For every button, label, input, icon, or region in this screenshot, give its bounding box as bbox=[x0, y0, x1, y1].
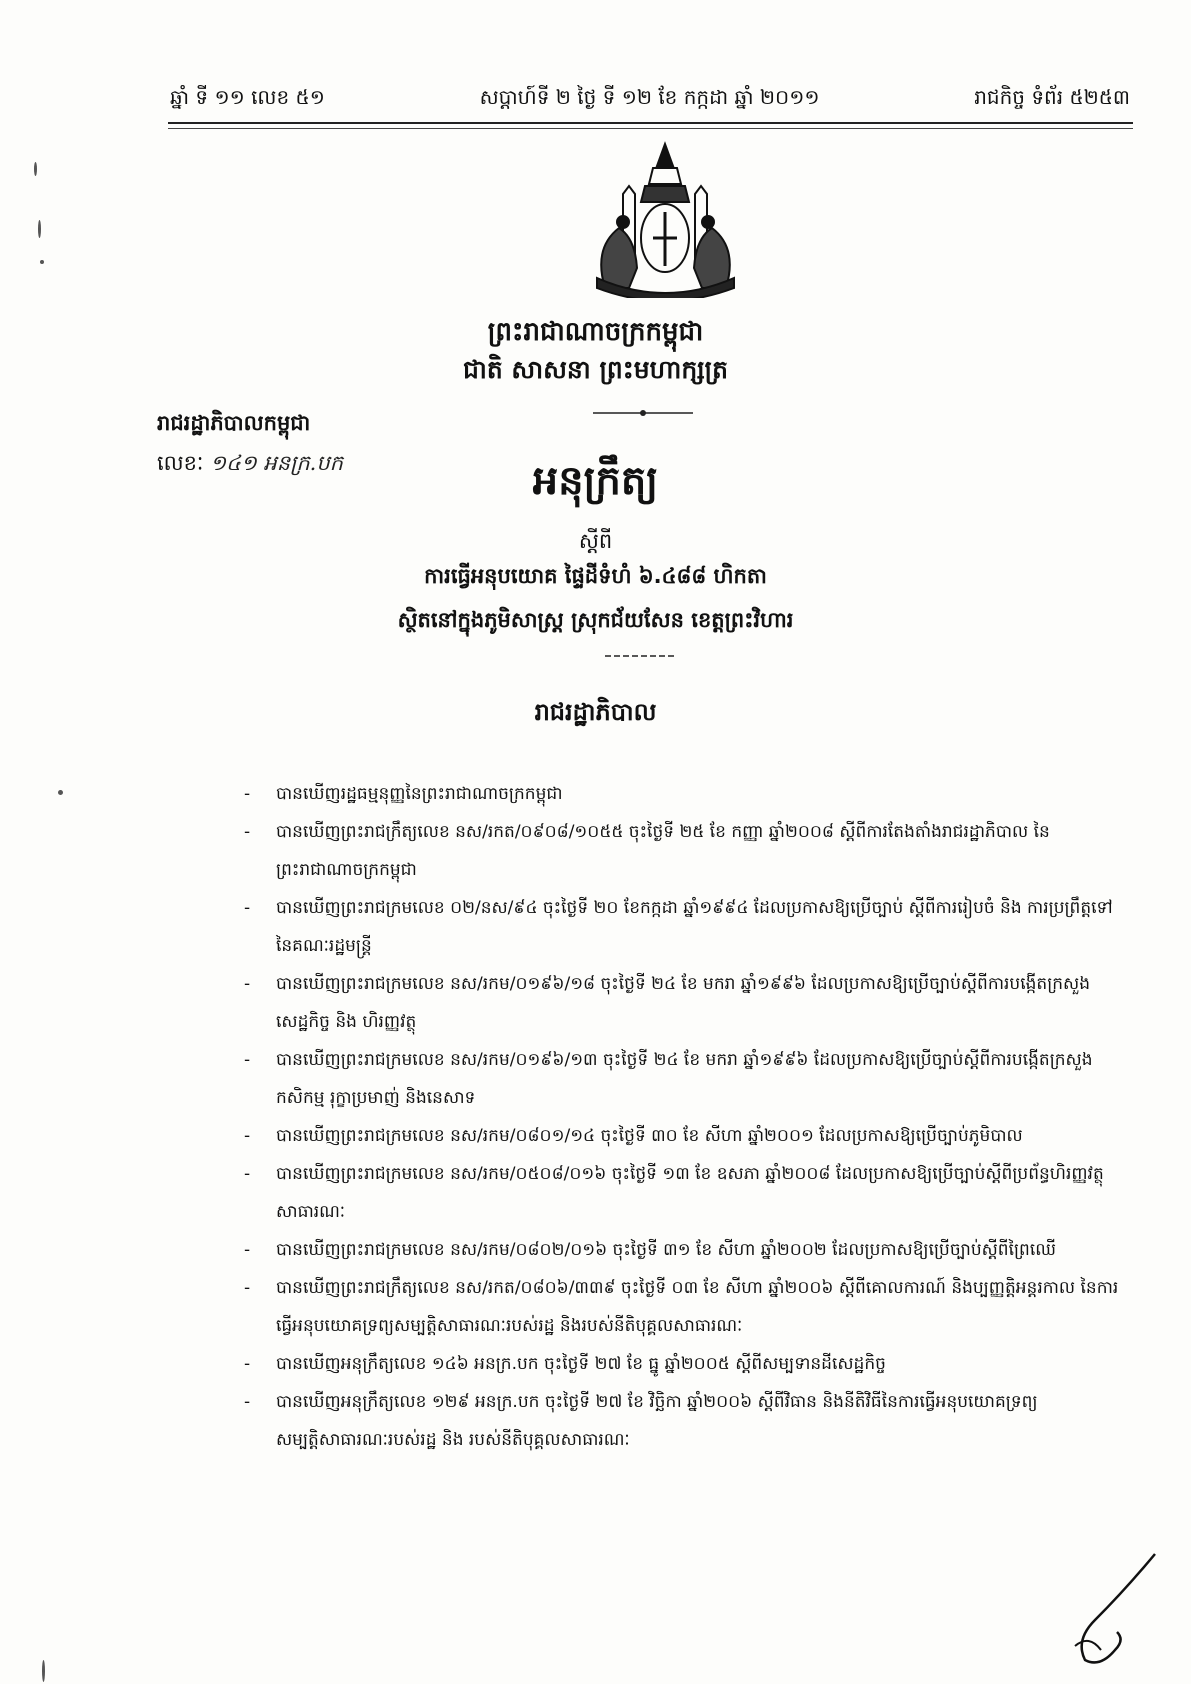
clause-item: - បានឃើញព្រះរាជក្រមលេខ ០២/នស/៩៤ ចុះថ្ងៃទី ២០ ខែកក្កដា ឆ្នាំ១៩៩៤ ដែលប្រកាសឱ្យប្រើច្បាប់ ស្តីពីការរៀបចំ និង ការប្រព្រឹត្តទៅនៃគណៈរដ្ឋមន្ត្រី bbox=[252, 889, 1122, 965]
clause-item: - បានឃើញព្រះរាជក្រឹត្យលេខ នស/រកត/០៨០៦/៣៣៩ ចុះថ្ងៃទី ០៣ ខែ សីហា ឆ្នាំ២០០៦ ស្តីពីគោលការណ៍ និងប្បញ្ញត្តិអន្តរកាល នៃការធ្វើអនុបយោគទ្រព្យសម្បត្តិសាធារណៈរបស់រដ្ឋ និងរបស់នីតិបុគ្គលសាធារណៈ bbox=[252, 1269, 1122, 1345]
divider-ornament-icon bbox=[593, 408, 693, 418]
kingdom-title: ព្រះរាជាណាចក្រកម្ពុជា bbox=[487, 317, 704, 347]
royal-coat-of-arms-icon bbox=[583, 138, 748, 298]
clause-item: - បានឃើញអនុក្រឹត្យលេខ ១២៩ អនក្រ.បក ចុះថ្ងៃទី ២៧ ខែ វិច្ឆិកា ឆ្នាំ២០០៦ ស្តីពីវិធាន និងនីតិវិធីនៃការធ្វើអនុបយោគទ្រព្យសម្បត្តិសាធារណៈរបស់រដ្ឋ និង របស់នីតិបុគ្គលសាធារណៈ bbox=[252, 1383, 1122, 1459]
clause-item: - បានឃើញព្រះរាជក្រមលេខ នស/រកម/០១៩៦/១៣ ចុះថ្ងៃទី ២៤ ខែ មករា ឆ្នាំ១៩៩៦ ដែលប្រកាសឱ្យប្រើច្បាប់ស្តីពីការបង្កើតក្រសួងកសិកម្ម រុក្ខាប្រមាញ់ និងនេសាទ bbox=[252, 1041, 1122, 1117]
preamble-clauses bbox=[252, 775, 1122, 1459]
clause-item: - បានឃើញព្រះរាជក្រឹត្យលេខ នស/រកត/០៩០៨/១០៥៥ ចុះថ្ងៃទី ២៥ ខែ កញ្ញា ឆ្នាំ២០០៨ ស្តីពីការតែងតាំងរាជរដ្ឋាភិបាល នៃព្រះរាជាណាចក្រកម្ពុជា bbox=[252, 813, 1122, 889]
clause-item: - បានឃើញរដ្ឋធម្មនុញ្ញនៃព្រះរាជាណាចក្រកម្ពុជា bbox=[252, 775, 1122, 813]
handwritten-initial-signature bbox=[1055, 1550, 1165, 1670]
document-number-label: លេខៈ bbox=[157, 451, 204, 475]
clause-item: - បានឃើញព្រះរាជក្រមលេខ នស/រកម/០៥០៨/០១៦ ចុះថ្ងៃទី ១៣ ខែ ឧសភា ឆ្នាំ២០០៨ ដែលប្រកាសឱ្យប្រើច្បាប់ស្តីពីប្រព័ន្ធហិរញ្ញវត្ថុ សាធារណៈ bbox=[252, 1155, 1122, 1231]
document-type: អនុក្រឹត្យ bbox=[532, 458, 659, 504]
regarding-label: ស្តីពី bbox=[578, 529, 613, 553]
gazette-header bbox=[170, 82, 1130, 116]
gazette-page: រាជកិច្ច ទំព័រ ៥២៥៣ bbox=[974, 85, 1130, 109]
national-motto: ជាតិ សាសនា ព្រះមហាក្សត្រ bbox=[463, 355, 728, 384]
subject-line-2: ស្ថិតនៅក្នុងភូមិសាស្ត្រ ស្រុកជ័យសែន ខេត្តព្រះវិហារ bbox=[397, 608, 794, 632]
clause-item: - បានឃើញព្រះរាជក្រមលេខ នស/រកម/០១៩៦/១៨ ចុះថ្ងៃទី ២៤ ខែ មករា ឆ្នាំ១៩៩៦ ដែលប្រកាសឱ្យប្រើច្បាប់ស្តីពីការបង្កើតក្រសួងសេដ្ឋកិច្ច និង ហិរញ្ញវត្ថុ bbox=[252, 965, 1122, 1041]
clause-item: - បានឃើញអនុក្រឹត្យលេខ ១៤៦ អនក្រ.បក ចុះថ្ងៃទី ២៧ ខែ ធ្នូ ឆ្នាំ២០០៥ ស្តីពីសម្បទានដីសេដ្ឋកិច្ច bbox=[252, 1345, 1122, 1383]
gazette-year-issue: ឆ្នាំ ទី ១១ លេខ ៥១ bbox=[170, 85, 325, 109]
clause-item: - បានឃើញព្រះរាជក្រមលេខ នស/រកម/០៨០១/១៤ ចុះថ្ងៃទី ៣០ ខែ សីហា ឆ្នាំ២០០១ ដែលប្រកាសឱ្យប្រើច្បាប់ភូមិបាល bbox=[252, 1117, 1122, 1155]
gazette-date: សប្តាហ៍ទី ២ ថ្ងៃ ទី ១២ ខែ កក្កដា ឆ្នាំ ២០១១ bbox=[479, 85, 820, 109]
header-rule-thin bbox=[168, 128, 1133, 129]
issuer-heading: រាជរដ្ឋាភិបាល bbox=[534, 698, 657, 726]
document-number-value: ១៤១ អនក្រ.បក bbox=[210, 451, 344, 475]
subject-line-1: ការធ្វើអនុបយោគ ផ្ទៃដីទំហំ ៦.៤៨៨ ហិកតា bbox=[424, 564, 767, 588]
clause-item: - បានឃើញព្រះរាជក្រមលេខ នស/រកម/០៨០២/០១៦ ចុះថ្ងៃទី ៣១ ខែ សីហា ឆ្នាំ២០០២ ដែលប្រកាសឱ្យប្រើច្បាប់ស្តីពីព្រៃឈើ bbox=[252, 1231, 1122, 1269]
divider-line bbox=[605, 653, 675, 659]
government-name: រាជរដ្ឋាភិបាលកម្ពុជា bbox=[157, 411, 311, 435]
header-rule bbox=[168, 122, 1133, 124]
